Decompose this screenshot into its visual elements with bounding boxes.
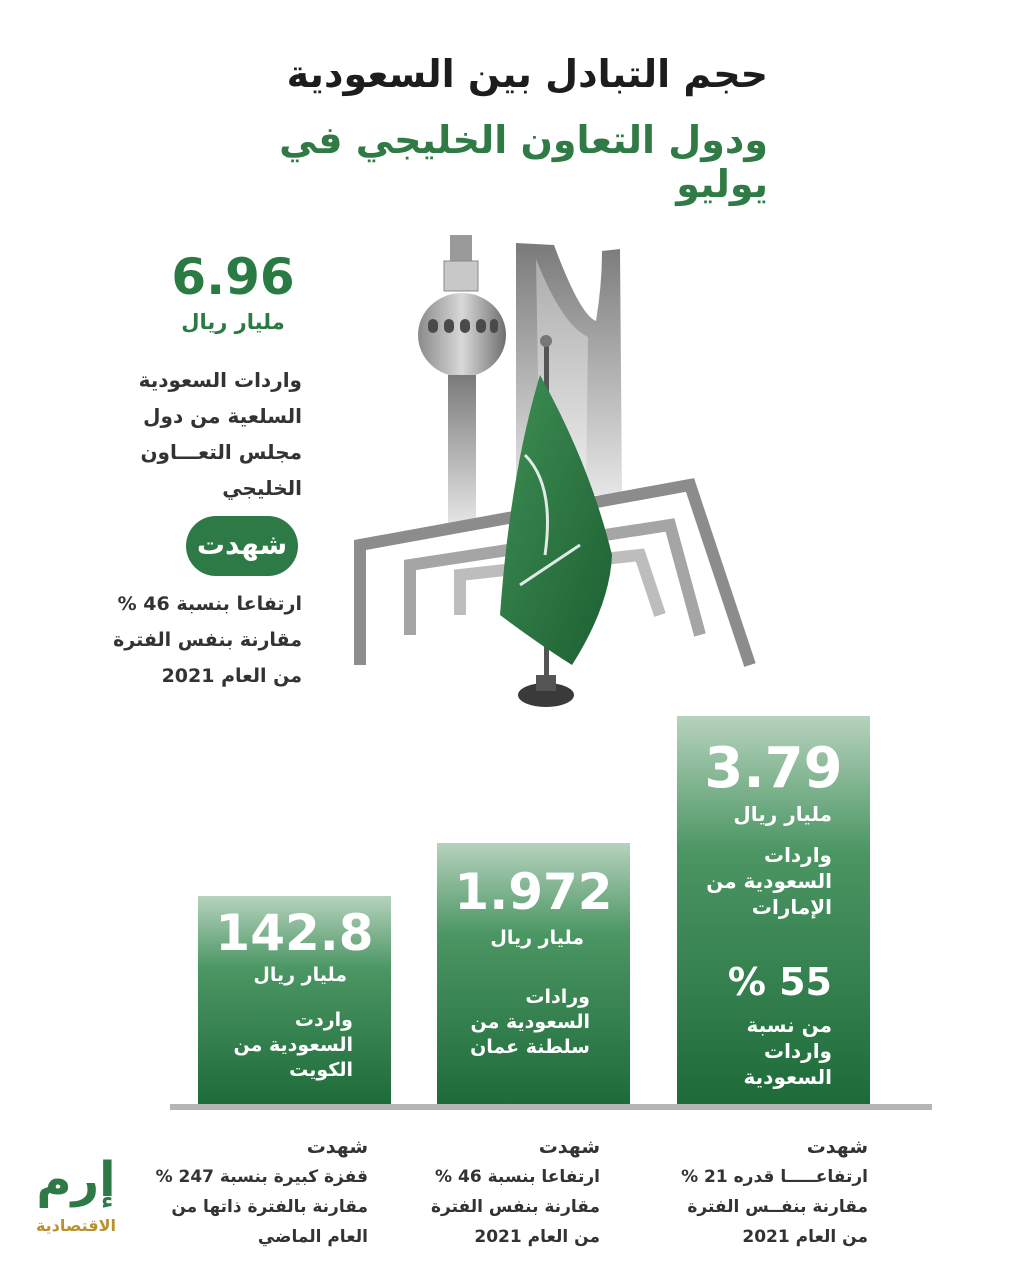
bar-kuwait-unit: مليار ريال [253,964,347,986]
bar-uae-value: 3.79 [704,736,843,801]
footer-uae-text: ارتفاعـــــا قدره 21 % مقارنة بنفــس الفترة من العام 2021 [681,1167,868,1247]
bar-oman [437,843,630,1104]
bar-oman-unit: مليار ريال [490,927,584,949]
witnessed-pill: شهدت [186,516,298,576]
bar-kuwait [198,896,391,1104]
title-line-2: ودول التعاون الخليجي في يوليو [279,118,768,206]
bar-oman-description: ورادات السعودية من سلطنة عمان [470,986,590,1058]
top-stat-unit: مليار ريال [181,310,285,334]
bar-uae [677,716,870,1104]
footer-kuwait-head: شهدت [306,1136,368,1158]
footer-oman [404,1132,600,1252]
bar-oman-value: 1.972 [454,863,613,921]
title-line-1: حجم التبادل بين السعودية [286,52,768,96]
logo-mark: إرم [36,1152,116,1208]
bar-uae-share-text: من نسبة واردات السعودية [743,1013,832,1089]
top-stat-description: واردات السعودية السلعية من دول مجلس التعـــاون الخليجي [138,368,302,500]
irem-logo [28,1150,124,1250]
footer-kuwait [140,1132,368,1252]
top-stat-value: 6.96 [171,248,295,306]
logo-sub: الاقتصادية [35,1216,117,1235]
baseline-divider [170,1104,932,1110]
bar-kuwait-value: 142.8 [215,904,374,962]
top-stat-note: ارتفاعا بنسبة 46 % مقارنة بنفس الفترة من العام 2021 [113,593,302,687]
footer-uae-head: شهدت [806,1136,868,1158]
footer-uae [660,1132,868,1252]
saudi-landmarks-illustration [340,225,760,725]
footer-oman-text: ارتفاعا بنسبة 46 % مقارنة بنفس الفترة من العام 2021 [430,1167,600,1247]
footer-kuwait-text: قفزة كبيرة بنسبة 247 % مقارنة بالفترة ذاتها من العام الماضي [155,1167,368,1247]
bar-kuwait-description: واردت السعودية من الكويت [233,1009,353,1081]
water-tower-icon [418,235,506,525]
bar-uae-share-value: % 55 [727,960,832,1004]
footer-oman-head: شهدت [538,1136,600,1158]
bar-uae-description: واردات السعودية من الإمارات [706,843,832,919]
bar-uae-unit: مليار ريال [733,802,832,826]
